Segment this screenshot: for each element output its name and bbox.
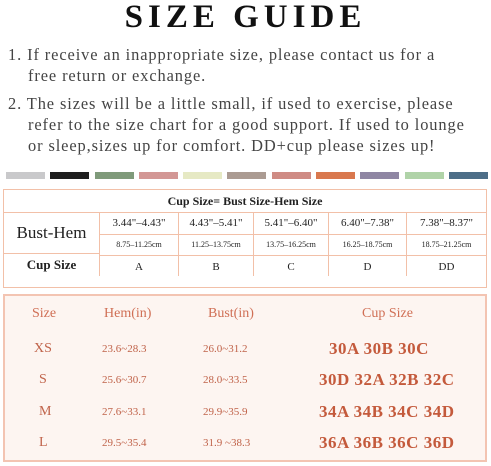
color-swatch xyxy=(272,172,311,179)
cup-sizes-value: 34A 34B 34C 34D xyxy=(319,402,455,421)
bust-value: 31.9 ~38.3 xyxy=(203,437,251,449)
hem-value: 25.6~30.7 xyxy=(102,374,147,386)
bust-value: 28.0~33.5 xyxy=(203,374,248,386)
size-header: Size xyxy=(32,306,57,321)
hem-value: 23.6~28.3 xyxy=(102,343,147,355)
note-number: 1. xyxy=(8,45,23,64)
cup-column xyxy=(329,212,407,276)
cup-letter: C xyxy=(287,261,295,273)
color-swatch xyxy=(227,172,266,179)
cup-sizes-value: 30A 30B 30C xyxy=(329,339,429,358)
cup-column xyxy=(100,212,179,276)
cup-cm-range: 11.25–13.75cm xyxy=(179,235,253,256)
note-item xyxy=(8,93,486,156)
hem-header: Hem(in) xyxy=(104,306,152,321)
size-value: XS xyxy=(34,341,52,356)
note-number: 2. xyxy=(8,94,23,113)
bust-header: Bust(in) xyxy=(208,306,254,321)
cup-letter: B xyxy=(212,261,220,273)
cup-inch-range: 7.38"–8.37" xyxy=(407,212,486,235)
color-swatch xyxy=(139,172,178,179)
cup-inch-range: 6.40"–7.38" xyxy=(329,212,406,235)
cup-inch-range: 5.41"–6.40" xyxy=(254,212,328,235)
cup-sizes-value: 36A 36B 36C 36D xyxy=(319,433,455,452)
bust-hem-label: Bust-Hem xyxy=(4,212,100,254)
cup-column xyxy=(179,212,254,276)
note-line: or sleep,sizes up for comfort. DD+cup please sizes up! xyxy=(28,136,436,155)
color-swatches xyxy=(6,172,488,180)
notes-list xyxy=(8,44,486,163)
color-swatch xyxy=(316,172,355,179)
cup-column xyxy=(254,212,329,276)
size-chart-table xyxy=(3,294,487,462)
cup-cm-range: 18.75–21.25cm xyxy=(407,235,486,256)
cup-size-table xyxy=(3,189,487,288)
cup-cm-range: 13.75–16.25cm xyxy=(254,235,328,256)
color-swatch xyxy=(95,172,134,179)
cup-cm-range: 16.25–18.75cm xyxy=(329,235,406,256)
cup-sizes-value: 30D 32A 32B 32C xyxy=(319,370,455,389)
note-line: refer to the size chart for a good support. If used to lounge xyxy=(28,115,465,134)
note-line: The sizes will be a little small, if used to exercise, please xyxy=(26,94,454,113)
size-value: M xyxy=(39,404,52,419)
page-title: SIZE GUIDE xyxy=(124,0,367,35)
cup-header: Cup Size xyxy=(362,306,413,321)
color-swatch xyxy=(360,172,399,179)
color-swatch xyxy=(50,172,89,179)
cup-table-heading: Cup Size= Bust Size-Hem Size xyxy=(4,190,486,213)
note-line: If receive an inappropriate size, please contact us for a xyxy=(27,45,436,64)
cup-letter: DD xyxy=(438,261,455,273)
cup-letter: A xyxy=(135,261,143,273)
cup-inch-range: 4.43"–5.41" xyxy=(179,212,253,235)
cup-size-label: Cup Size xyxy=(4,254,100,276)
color-swatch xyxy=(405,172,444,179)
color-swatch xyxy=(183,172,222,179)
size-value: L xyxy=(39,435,48,450)
size-value: S xyxy=(39,372,47,387)
cup-letter: D xyxy=(363,261,372,273)
cup-column xyxy=(407,212,486,276)
cup-inch-range: 3.44"–4.43" xyxy=(100,212,178,235)
color-swatch xyxy=(6,172,45,179)
note-item xyxy=(8,44,486,86)
bust-value: 29.9~35.9 xyxy=(203,406,248,418)
hem-value: 27.6~33.1 xyxy=(102,406,147,418)
note-line: free return or exchange. xyxy=(28,66,207,85)
cup-cm-range: 8.75–11.25cm xyxy=(100,235,178,256)
color-swatch xyxy=(449,172,488,179)
bust-value: 26.0~31.2 xyxy=(203,343,248,355)
hem-value: 29.5~35.4 xyxy=(102,437,147,449)
